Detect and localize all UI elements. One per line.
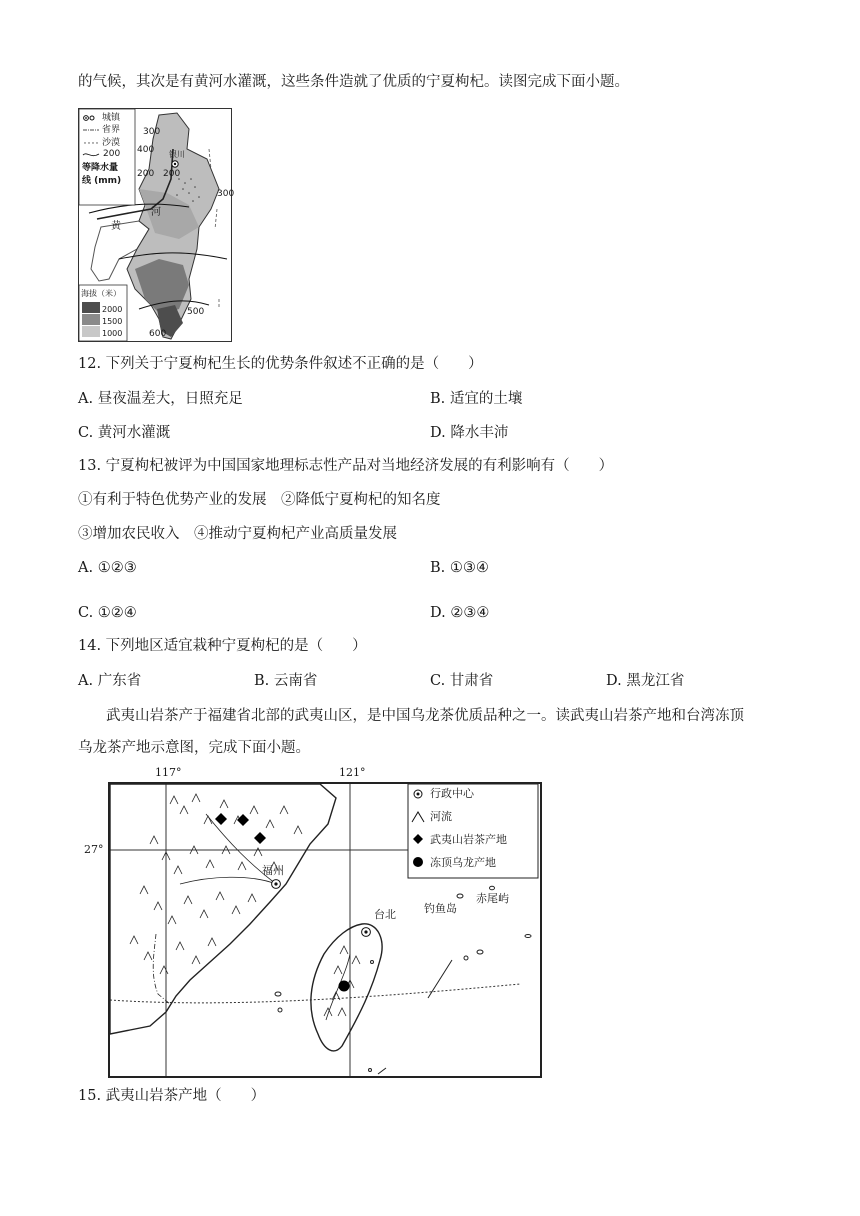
label-200a: 200 xyxy=(137,169,155,179)
dongding-tea-site xyxy=(339,981,350,992)
intro-text: 的气候，其次是有黄河水灌溉，这些条件造就了优质的宁夏枸杞。读图完成下面小题。 xyxy=(78,74,629,90)
intro2-line-1: 武夷山岩茶产于福建省北部的武夷山区，是中国乌龙茶优质品种之一。读武夷山岩茶产地和台湾冻顶 xyxy=(106,708,744,724)
label-fuzhou: 福州 xyxy=(262,864,284,877)
legend-isoline-label-1: 等降水量 xyxy=(82,163,119,173)
legend-admin-center: 行政中心 xyxy=(430,787,474,800)
q15-stem: 15. 武夷山岩茶产地（ ） xyxy=(78,1088,266,1104)
label-he: 河 xyxy=(151,207,161,218)
fujian-taiwan-map-drawing xyxy=(110,784,540,1076)
label-huang: 黄 xyxy=(111,221,121,232)
ningxia-map xyxy=(78,108,235,342)
label-chiwei-islet: 赤尾屿 xyxy=(476,892,509,905)
legend-wuyi-tea: 武夷山岩茶产地 xyxy=(430,833,507,846)
q12-option-c[interactable]: C. 黄河水灌溉 xyxy=(78,425,171,441)
q12-option-d[interactable]: D. 降水丰沛 xyxy=(430,425,509,441)
label-500: 500 xyxy=(187,307,205,317)
legend-isoline-value: 200 xyxy=(103,149,121,159)
q13-statements-2: ③增加农民收入 ④推动宁夏枸杞产业高质量发展 xyxy=(78,526,397,542)
lon-121-label: 121° xyxy=(339,766,366,779)
q14-stem: 14. 下列地区适宜栽种宁夏枸杞的是（ ） xyxy=(78,638,367,654)
legend-river: 河流 xyxy=(430,810,452,823)
label-diaoyu-island: 钓鱼岛 xyxy=(424,902,457,915)
q13-option-b[interactable]: B. ①③④ xyxy=(430,560,489,576)
legend-isoline-label-2: 线 (mm) xyxy=(82,176,122,186)
elev-legend-title: 海拔（米） xyxy=(81,289,121,298)
elev-2000: 2000 xyxy=(102,305,123,314)
label-yinchuan: 银川 xyxy=(169,150,185,159)
lat-27-label: 27° xyxy=(84,843,104,856)
q12-option-a[interactable]: A. 昼夜温差大，日照充足 xyxy=(78,391,243,407)
legend-town: 城镇 xyxy=(102,113,121,123)
q13-stem: 13. 宁夏枸杞被评为中国国家地理标志性产品对当地经济发展的有利影响有（ ） xyxy=(78,458,614,474)
q12-stem: 12. 下列关于宁夏枸杞生长的优势条件叙述不正确的是（ ） xyxy=(78,356,483,372)
label-200b: 200 xyxy=(163,169,181,179)
label-taipei: 台北 xyxy=(374,908,396,921)
wuyi-tea-sites xyxy=(215,813,266,844)
elev-1000: 1000 xyxy=(102,329,123,338)
q14-option-b[interactable]: B. 云南省 xyxy=(254,673,318,689)
legend-desert: 沙漠 xyxy=(102,138,121,148)
fujian-taiwan-map xyxy=(108,782,542,1078)
label-600: 600 xyxy=(149,329,167,339)
legend-border: 省界 xyxy=(102,125,121,135)
label-300b: 300 xyxy=(217,189,235,199)
q14-option-d[interactable]: D. 黑龙江省 xyxy=(606,673,685,689)
q14-option-a[interactable]: A. 广东省 xyxy=(78,673,142,689)
q13-statements-1: ①有利于特色优势产业的发展 ②降低宁夏枸杞的知名度 xyxy=(78,492,441,508)
q13-option-a[interactable]: A. ①②③ xyxy=(78,560,137,576)
q12-option-b[interactable]: B. 适宜的土壤 xyxy=(430,391,523,407)
elev-1500: 1500 xyxy=(102,317,123,326)
legend-dongding-tea: 冻顶乌龙产地 xyxy=(430,856,496,869)
q13-option-d[interactable]: D. ②③④ xyxy=(430,605,490,621)
lon-117-label: 117° xyxy=(155,766,182,779)
label-400: 400 xyxy=(137,145,155,155)
intro2-line-2: 乌龙茶产地示意图，完成下面小题。 xyxy=(78,740,310,756)
q14-option-c[interactable]: C. 甘肃省 xyxy=(430,673,494,689)
label-300: 300 xyxy=(143,127,161,137)
q13-option-c[interactable]: C. ①②④ xyxy=(78,605,137,621)
